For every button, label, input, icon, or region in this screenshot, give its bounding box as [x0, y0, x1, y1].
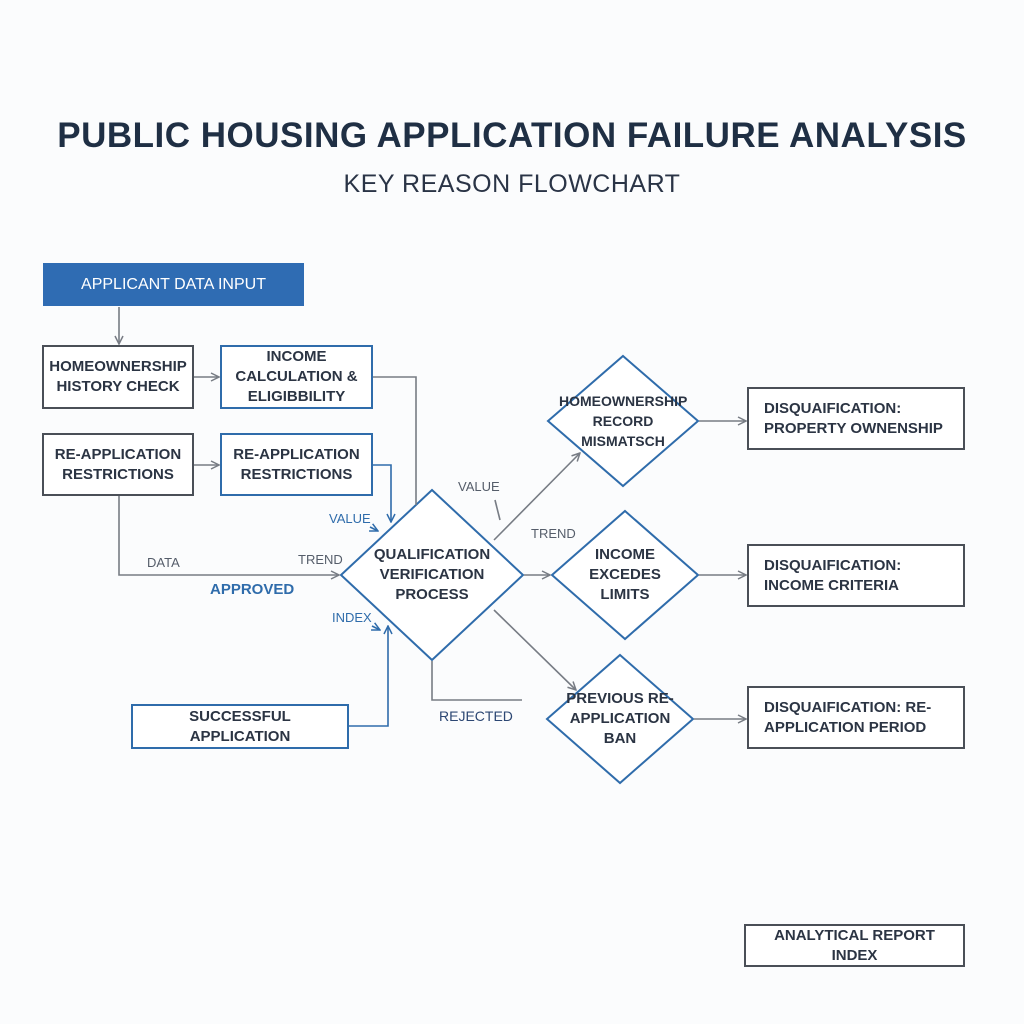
- edge-label-value-left: VALUE: [329, 511, 371, 526]
- disq-income-label: DISQUAIFICATION: INCOME CRITERIA: [764, 556, 902, 594]
- input-label: APPLICANT DATA INPUT: [81, 275, 266, 293]
- edge-label-index: INDEX: [332, 610, 372, 625]
- disq-property-label: DISQUAIFICATION: PROPERTY OWNENSHIP: [764, 399, 943, 437]
- connector-value-top: [495, 500, 500, 520]
- edge-label-trend-right: TREND: [531, 526, 576, 541]
- homeownership-mismatch-label: HOMEOWNERSHIP RECORD MISMATSCH: [558, 393, 688, 449]
- income-exceeds-label: INCOME EXCEDES LIMITS: [589, 546, 661, 603]
- reapp-ban-label: PREVIOUS RE-APPLICATION BAN: [566, 690, 674, 747]
- edge-label-rejected: REJECTED: [439, 708, 513, 724]
- disq-reapp-label: DISQUAIFICATION: RE-APPLICATION PERIOD: [764, 698, 932, 736]
- connector-value-small: [370, 527, 378, 531]
- edge-label-approved: APPROVED: [210, 581, 295, 598]
- connector-rejected: [432, 661, 522, 700]
- connector-income-to-qual: [373, 377, 416, 505]
- connector-index-small: [372, 626, 380, 630]
- page-subtitle: KEY REASON FLOWCHART: [343, 170, 681, 198]
- homeownership-check-label: HOMEOWNERSHIP HISTORY CHECK: [49, 358, 187, 395]
- qualification-label: QUALIFICATION VERIFICATION PROCESS: [373, 546, 491, 603]
- connector-reapp-to-qual: [373, 465, 391, 522]
- reapp-right-label: RE-APPLICATION RESTRICTIONS: [233, 445, 360, 483]
- edge-label-data: DATA: [147, 555, 180, 570]
- connector-success-to-qual: [349, 626, 388, 726]
- income-calc-label: INCOME CALCULATION & ELIGIBBILITY: [235, 348, 358, 405]
- edge-label-trend-left: TREND: [298, 552, 343, 567]
- successful-label: SUCCESSFUL APPLICATION: [189, 707, 291, 745]
- page-title: PUBLIC HOUSING APPLICATION FAILURE ANALYSIS: [57, 116, 967, 155]
- connector-qual-to-ban: [494, 610, 576, 690]
- reapp-left-label: RE-APPLICATION RESTRICTIONS: [54, 445, 182, 483]
- report-index-label: ANALYTICAL REPORT INDEX: [774, 926, 935, 964]
- edge-label-value-top: VALUE: [458, 479, 500, 494]
